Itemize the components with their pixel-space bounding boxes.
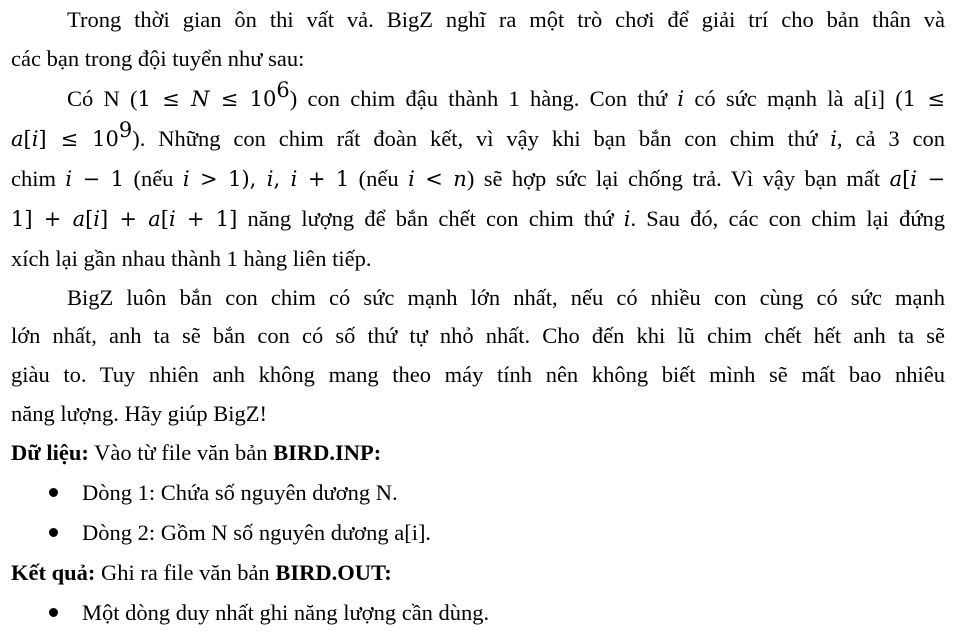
output-label: Kết quả: xyxy=(11,560,96,585)
output-bullet-1: Một dòng duy nhất ghi năng lượng cần dùng. xyxy=(82,600,490,625)
bullet-icon xyxy=(49,528,58,537)
p2-text: năng lượng để bắn chết con chim thứ xyxy=(247,206,614,231)
paragraph-3-line-3 xyxy=(11,357,945,393)
constraint-a-end: 𝑎[𝑖] ≤ 10 xyxy=(11,127,119,151)
p3-text: giàu to. Tuy nhiên anh không mang theo máy tính nên không biết mình sẽ mất bao nhiêu xyxy=(11,362,945,387)
constraint-n: 1 ≤ 𝑁 ≤ 10 xyxy=(137,87,277,111)
constraint-a-start: 1 ≤ xyxy=(902,87,946,111)
p2-text: , cả 3 con xyxy=(836,126,945,151)
math-expr: 𝑖 − 1 xyxy=(65,167,125,191)
paragraph-3-line-2 xyxy=(11,318,945,354)
paragraph-2-line-2 xyxy=(11,118,945,157)
p2-text: ). Những con chim rất đoàn kết, vì vậy khi bạn bắn con chim thứ xyxy=(132,126,818,151)
p3-text: năng lượng. Hãy giúp BigZ! xyxy=(11,401,267,426)
input-heading xyxy=(11,435,945,471)
input-bullet-2: Dòng 2: Gồm N số nguyên dương a[i]. xyxy=(82,520,432,545)
paragraph-1-text-2: các bạn trong đội tuyển như sau: xyxy=(11,46,305,71)
math-var: 𝑖 xyxy=(830,127,837,151)
math-var: 𝑖 xyxy=(677,87,685,111)
math-expr: 𝑖 < 𝑛 xyxy=(408,167,467,191)
input-text: Vào từ file văn bản xyxy=(94,440,268,465)
exponent: 9 xyxy=(118,118,133,142)
paragraph-3-line-1 xyxy=(11,280,945,316)
paragraph-1-line-1 xyxy=(11,2,945,38)
paragraph-3-line-4 xyxy=(11,396,945,432)
p2-text: ) con chim đậu thành 1 hàng. Con thứ xyxy=(289,86,668,111)
output-text: Ghi ra file văn bản xyxy=(101,560,270,585)
paragraph-2-line-4 xyxy=(11,201,945,237)
paragraph-2-line-5 xyxy=(11,241,945,277)
p2-text: (nếu xyxy=(133,166,174,191)
p2-text: xích lại gần nhau thành 1 hàng liên tiếp. xyxy=(11,246,372,271)
p3-text: lớn nhất, anh ta sẽ bắn con có số thứ tự nhỏ nhất. Cho đến khi lũ chim chết hết anh ta sẽ xyxy=(11,323,945,348)
paragraph-2-line-3 xyxy=(11,161,945,197)
math-var: 𝑖 xyxy=(623,207,631,231)
exponent: 6 xyxy=(276,78,290,102)
p2-text: chim xyxy=(11,166,56,191)
p2-text: . Sau đó, các con chim lại đứng xyxy=(630,206,946,231)
math-expr: 𝑖 > 1), 𝑖, 𝑖 + 1 xyxy=(182,167,350,191)
p2-text: (nếu xyxy=(358,166,399,191)
paragraph-1-line-2 xyxy=(11,41,945,77)
math-expr: 𝑎[𝑖 − xyxy=(889,167,946,191)
input-bullet-1: Dòng 1: Chứa số nguyên dương N. xyxy=(82,480,398,505)
p2-text: Có N ( xyxy=(67,86,138,111)
bullet-icon xyxy=(49,488,58,497)
p2-text: có sức mạnh là a[i] ( xyxy=(694,86,903,111)
output-filename: BIRD.OUT: xyxy=(275,560,392,585)
input-filename: BIRD.INP: xyxy=(273,440,382,465)
input-label: Dữ liệu: xyxy=(11,440,89,465)
paragraph-1-text-1: Trong thời gian ôn thi vất vả. BigZ nghĩ ra một trò chơi để giải trí cho bản thân và xyxy=(67,7,945,32)
bullet-icon xyxy=(49,608,58,617)
paragraph-2-line-1 xyxy=(11,78,946,117)
math-expr: 1] + 𝑎[𝑖] + 𝑎[𝑖 + 1] xyxy=(11,207,238,231)
output-heading xyxy=(11,555,945,591)
p2-text: ) sẽ hợp sức lại chống trả. Vì vậy bạn mất xyxy=(466,166,881,191)
p3-text: BigZ luôn bắn con chim có sức mạnh lớn nhất, nếu có nhiều con cùng có sức mạnh xyxy=(67,285,945,310)
